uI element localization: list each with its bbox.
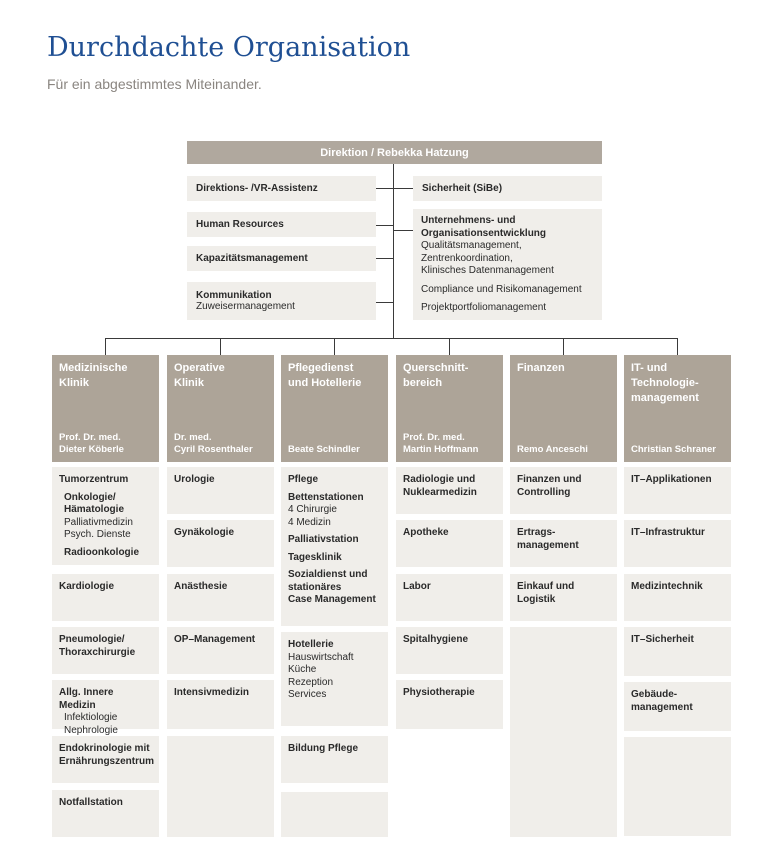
staff-label: Unternehmens- und [421,215,516,226]
connector-horizontal-bus [105,338,678,339]
unit-label: Bildung Pflege [288,743,358,754]
department-head [59,432,155,456]
department-head-line [631,432,727,444]
staff-label: Kommunikation [196,290,272,301]
unit-sublabel: Küche [288,664,317,675]
empty-unit-box [167,736,274,837]
staff-box-kommunikation [187,282,376,320]
unit-sublabel: 4 Chirurgie [288,504,337,515]
staff-label: Organisationsentwicklung [421,227,547,239]
unit-label: Logistik [517,593,556,605]
staff-box-hr [187,212,376,237]
department-title: Operative [174,362,225,374]
department-head-line: Prof. Dr. med. [59,432,121,443]
unit-label: Onkologie/ [64,491,116,503]
unit-label: Tumorzentrum [59,474,129,485]
department-header [396,355,503,462]
unit-label: Palliativstation [288,534,359,545]
unit-box [624,627,731,676]
unit-box [167,520,274,567]
unit-sublabel: Rezeption [288,676,334,688]
connector-drop [449,338,450,355]
unit-label: stationäres [288,581,342,593]
unit-box [52,790,159,837]
unit-label: Tagesklinik [288,551,342,563]
department-title: Klinik [174,377,204,389]
unit-label: Nuklearmedizin [403,486,477,498]
department-header [624,355,731,462]
connector-staff-left [376,258,393,259]
unit-label: Physiotherapie [403,687,475,698]
department-header [52,355,159,462]
staff-box-kapazitaet [187,246,376,271]
empty-unit-box [510,627,617,837]
staff-sublabel: Klinisches Datenmanagement [421,265,554,276]
unit-box [396,627,503,674]
unit-sublabel: Infektiologie [64,712,118,723]
unit-box [167,574,274,621]
unit-label: Anästhesie [174,581,228,592]
unit-box [624,467,731,514]
unit-box [624,682,731,731]
staff-box-assistenz [187,176,376,201]
unit-box [281,467,388,626]
unit-box [510,467,617,514]
unit-box [167,680,274,729]
unit-label: IT–Applikationen [631,474,712,485]
unit-label: Endokrinologie mit [59,743,150,754]
unit-label: Case Management [288,594,376,605]
connector-drop [220,338,221,355]
unit-label: management [631,701,693,713]
unit-label: Hotellerie [288,639,334,650]
empty-unit-box [624,737,731,836]
unit-label: Gynäkologie [174,527,235,538]
staff-label: Kapazitätsmanagement [196,253,308,264]
department-title: Technologie- [631,377,699,389]
connector-drop [105,338,106,355]
staff-sublabel: Projektportfoliomanagement [421,302,547,313]
department-title: bereich [403,377,443,389]
unit-label: Finanzen und [517,474,582,485]
department-head [403,432,499,456]
unit-sublabel: Palliativmedizin [64,516,133,528]
department-header [281,355,388,462]
unit-box [396,520,503,567]
unit-label: Spitalhygiene [403,634,469,645]
department-title: Pflegedienst [288,362,354,374]
department-head-line [517,432,613,444]
staff-label: Sicherheit (SiBe) [422,183,503,194]
unit-label: Radioonkologie [64,546,139,558]
department-title: management [631,392,699,404]
unit-label: Ertrags- [517,527,556,538]
department-head-line: Remo Anceschi [517,444,588,455]
department-title: Querschnitt- [403,362,469,374]
unit-label: OP–Management [174,634,256,645]
department-title: Medizinische [59,362,128,374]
unit-box [396,680,503,729]
unit-label: Pflege [288,474,319,485]
unit-label: Medizintechnik [631,581,703,592]
department-header [167,355,274,462]
page-title: Durchdachte Organisation [47,32,411,63]
staff-sublabel: Zuweisermanagement [196,301,295,312]
department-head-line: Christian Schraner [631,444,716,455]
unit-box [167,467,274,514]
department-head-line: Cyril Rosenthaler [174,444,253,455]
unit-box [281,736,388,783]
unit-label: Controlling [517,486,571,498]
page-subtitle: Für ein abgestimmtes Miteinander. [47,76,262,92]
unit-label: Sozialdienst und [288,569,368,580]
unit-label: Allg. Innere Medizin [59,687,114,711]
unit-label: IT–Sicherheit [631,634,694,645]
unit-label: Pneumologie/ [59,634,125,645]
direction-box: Direktion / Rebekka Hatzung [187,141,602,164]
unit-box [510,520,617,567]
connector-main-vertical [393,164,394,338]
unit-label: Einkauf und [517,581,575,592]
department-title: Klinik [59,377,89,389]
connector-staff-right [393,230,413,231]
connector-drop [334,338,335,355]
staff-label: Human Resources [196,219,284,230]
staff-sublabel: Qualitätsmanagement, [421,240,522,251]
department-head-line: Dr. med. [174,432,212,443]
unit-label: Urologie [174,474,215,485]
staff-label: Direktions- /VR-Assistenz [196,183,318,194]
unit-sublabel: Psych. Dienste [64,529,131,540]
unit-box [624,520,731,567]
staff-sublabel: Compliance und Risikomanagement [421,283,582,295]
department-head-line: Martin Hoffmann [403,444,479,455]
unit-box [510,574,617,621]
unit-label: Intensivmedizin [174,687,250,698]
unit-label: Kardiologie [59,581,115,592]
department-head-line: Dieter Köberle [59,444,124,455]
unit-label: Apotheke [403,527,449,538]
unit-box [52,627,159,674]
unit-box [167,627,274,674]
staff-box-unternehmensentwicklung [413,209,602,320]
unit-label: Thoraxchirurgie [59,646,136,658]
unit-label: Hämatologie [64,504,125,515]
department-header [510,355,617,462]
department-title: Finanzen [517,362,565,374]
connector-staff-left [376,225,393,226]
department-head [631,432,727,456]
connector-drop [677,338,678,355]
unit-label: Notfallstation [59,797,123,808]
department-head-line [288,432,384,444]
unit-box [52,736,159,783]
empty-unit-box [281,792,388,837]
unit-box [281,632,388,726]
department-title: IT- und [631,362,668,374]
unit-sublabel: Hauswirtschaft [288,651,354,663]
unit-box [52,574,159,621]
department-head [517,432,613,456]
unit-box [396,467,503,514]
department-title: und Hotellerie [288,377,362,389]
staff-sublabel: Zentrenkoordination, [421,252,513,264]
unit-sublabel: Services [288,689,327,700]
department-head-line: Beate Schindler [288,444,360,455]
unit-label: Radiologie und [403,474,476,485]
unit-box [52,680,159,736]
connector-staff-left [376,188,393,189]
department-head-line: Prof. Dr. med. [403,432,465,443]
department-head [288,432,384,456]
unit-label: Ernährungszentrum [59,755,155,767]
unit-label: Bettenstationen [288,491,364,503]
connector-staff-left [376,302,393,303]
staff-box-sibe [413,176,602,201]
unit-label: management [517,539,579,551]
connector-drop [563,338,564,355]
department-head [174,432,270,456]
unit-box [624,574,731,621]
unit-label: Gebäude- [631,689,678,700]
unit-label: IT–Infrastruktur [631,527,705,538]
unit-box [52,467,159,565]
unit-label: Labor [403,581,431,592]
unit-box [396,574,503,621]
unit-sublabel: Nephrologie [64,724,118,736]
connector-staff-right [393,188,413,189]
unit-sublabel: 4 Medizin [288,516,331,528]
